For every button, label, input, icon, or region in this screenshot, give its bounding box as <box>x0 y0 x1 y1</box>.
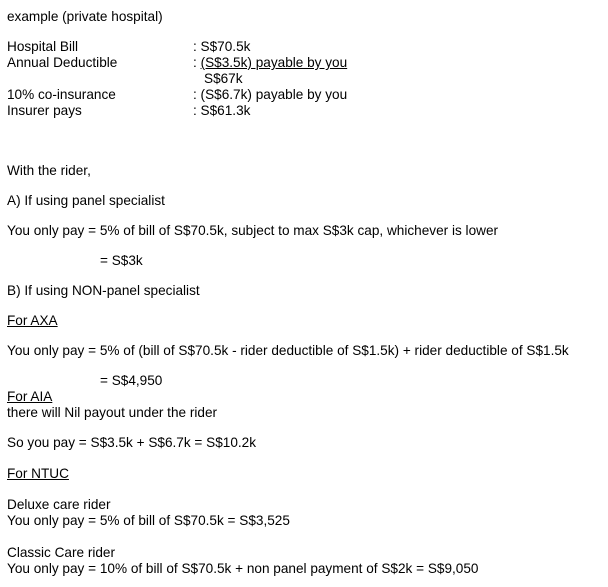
aia-formula: So you pay = S$3.5k + S$6.7k = S$10.2k <box>7 435 257 450</box>
axa-result: = S$4,950 <box>100 373 163 388</box>
ntuc-deluxe-formula: You only pay = 5% of bill of S$70.5k = S$3,525 <box>7 513 290 528</box>
annual-deductible-value <box>193 55 347 71</box>
section-a-formula: You only pay = 5% of bill of S$70.5k, subject to max S$3k cap, whichever is lower <box>7 223 499 238</box>
axa-heading: For AXA <box>7 313 58 328</box>
remaining-bill-value: S$67k <box>204 71 243 86</box>
annual-deductible-label: Annual Deductible <box>7 55 118 70</box>
hospital-bill-value: : S$70.5k <box>193 39 251 54</box>
section-a-heading: A) If using panel specialist <box>7 193 165 208</box>
ntuc-classic-name: Classic Care rider <box>7 545 116 560</box>
coinsurance-value: : (S$6.7k) payable by you <box>193 87 348 102</box>
insurer-pays-value: : S$61.3k <box>193 103 251 118</box>
ntuc-classic-formula: You only pay = 10% of bill of S$70.5k + non panel payment of S$2k = S$9,050 <box>7 561 479 576</box>
rider-intro: With the rider, <box>7 163 91 178</box>
example-title: example (private hospital) <box>7 9 163 24</box>
ntuc-heading: For NTUC <box>7 466 69 481</box>
hospital-bill-label: Hospital Bill <box>7 39 79 54</box>
annual-deductible-amount: (S$3.5k) payable by you <box>200 55 348 70</box>
insurer-pays-label: Insurer pays <box>7 103 82 118</box>
axa-formula: You only pay = 5% of (bill of S$70.5k - rider deductible of S$1.5k) + rider deductible of S$1.5k <box>7 343 569 358</box>
section-b-heading: B) If using NON-panel specialist <box>7 283 200 298</box>
ntuc-deluxe-name: Deluxe care rider <box>7 497 111 512</box>
aia-heading: For AIA <box>7 389 53 404</box>
aia-note: there will Nil payout under the rider <box>7 405 218 420</box>
section-a-result: = S$3k <box>100 253 143 268</box>
annual-deductible-prefix: : <box>193 55 201 70</box>
coinsurance-label: 10% co-insurance <box>7 87 116 102</box>
